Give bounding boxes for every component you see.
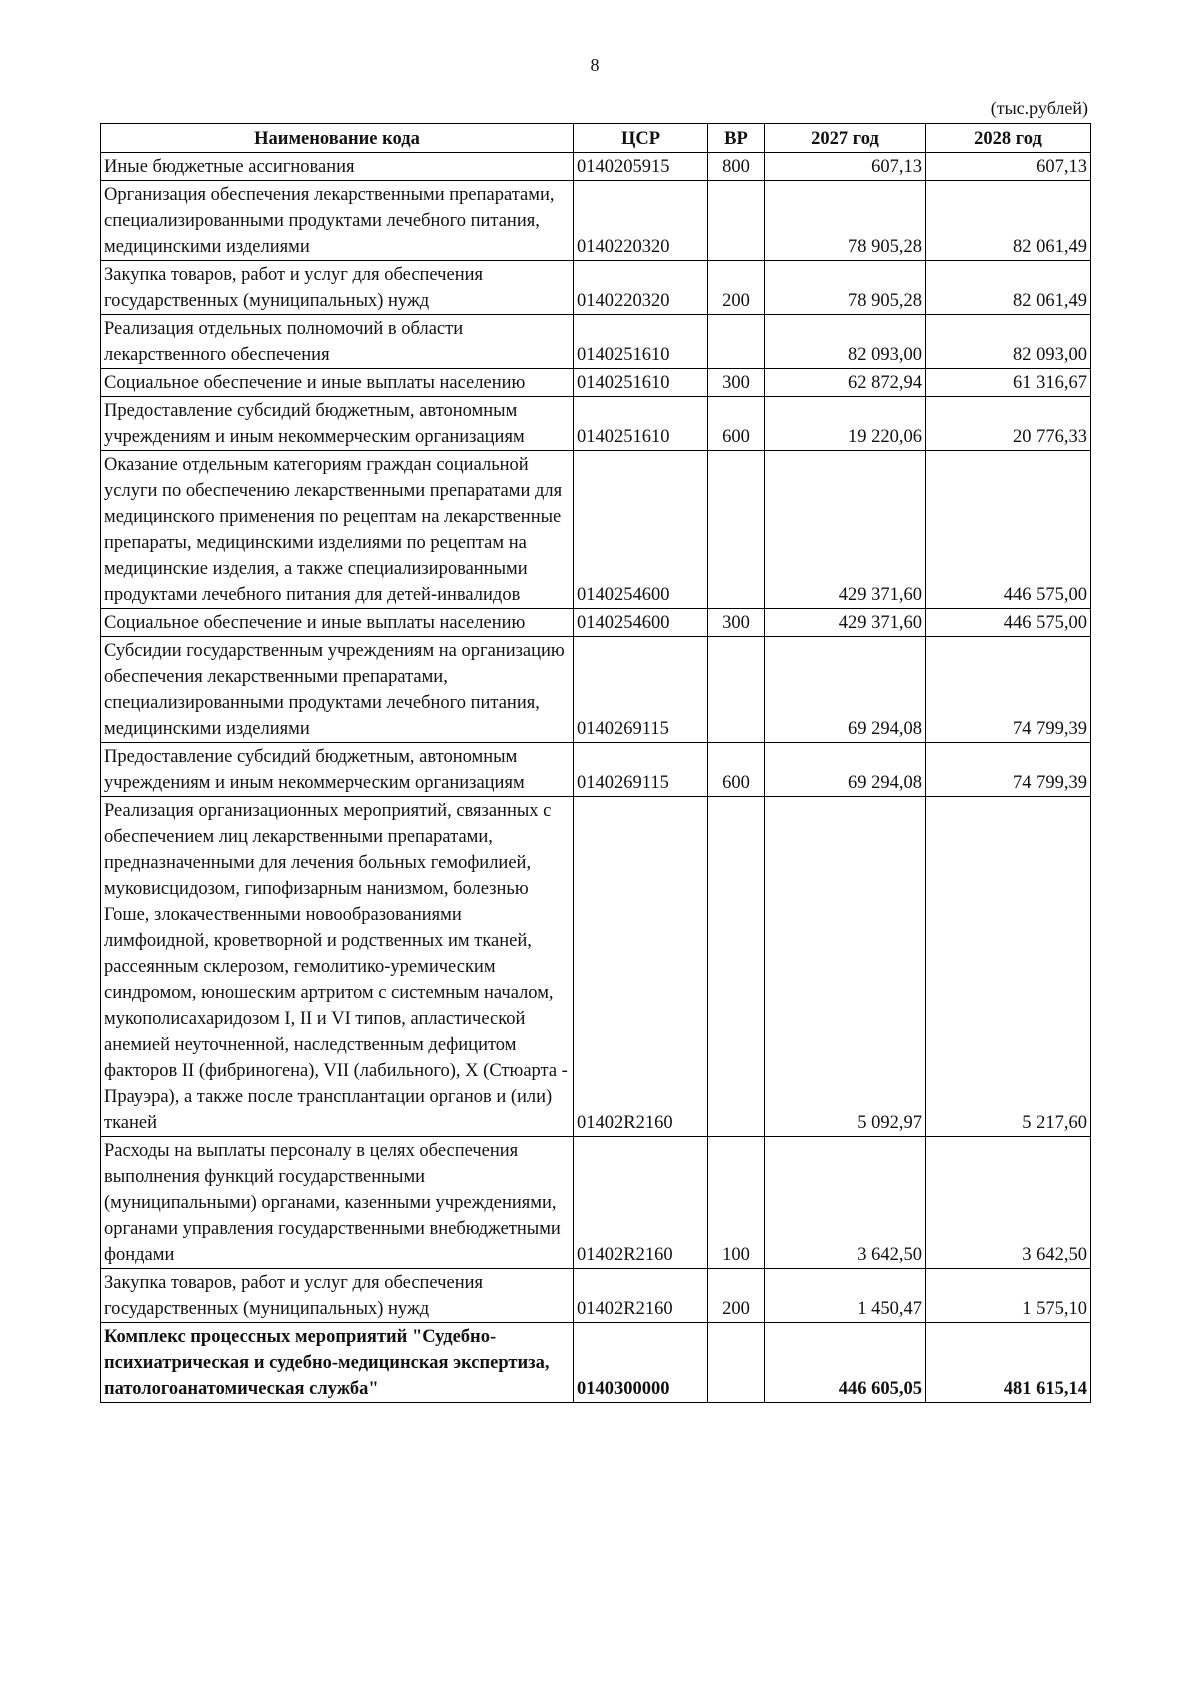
row-csr-cell: 0140300000 (574, 1323, 708, 1403)
row-vr-cell: 600 (708, 743, 765, 797)
table-row (101, 797, 1091, 1137)
row-name-cell: Расходы на выплаты персоналу в целях обеспечения выполнения функций государственными (муниципальными) органами, казенными учреждениями, органами управления государственными внебюджетными фондами (101, 1137, 574, 1269)
row-csr-cell: 0140205915 (574, 153, 708, 181)
row-csr-cell: 0140251610 (574, 397, 708, 451)
row-csr-cell: 01402R2160 (574, 797, 708, 1137)
row-name-cell: Закупка товаров, работ и услуг для обеспечения государственных (муниципальных) нужд (101, 261, 574, 315)
header-2028: 2028 год (926, 124, 1091, 153)
row-vr-cell (708, 797, 765, 1137)
table-row (101, 369, 1091, 397)
row-vr-cell (708, 1323, 765, 1403)
row-csr-cell: 01402R2160 (574, 1269, 708, 1323)
table-body (101, 153, 1091, 1403)
row-name-cell: Комплекс процессных мероприятий "Судебно-психиатрическая и судебно-медицинская экспертиза, патологоанатомическая служба" (101, 1323, 574, 1403)
row-2027-cell: 5 092,97 (765, 797, 926, 1137)
row-2027-cell: 62 872,94 (765, 369, 926, 397)
table-row (101, 743, 1091, 797)
row-2027-cell: 429 371,60 (765, 451, 926, 609)
row-2027-cell: 446 605,05 (765, 1323, 926, 1403)
table-row (101, 1269, 1091, 1323)
header-name: Наименование кода (101, 124, 574, 153)
table-row (101, 315, 1091, 369)
row-2027-cell: 607,13 (765, 153, 926, 181)
row-vr-cell: 100 (708, 1137, 765, 1269)
row-vr-cell: 300 (708, 609, 765, 637)
table-row (101, 397, 1091, 451)
row-vr-cell: 800 (708, 153, 765, 181)
row-2028-cell: 607,13 (926, 153, 1091, 181)
row-vr-cell: 200 (708, 261, 765, 315)
table-header-row (101, 124, 1091, 153)
row-vr-cell: 200 (708, 1269, 765, 1323)
units-label: (тыс.рублей) (990, 98, 1088, 118)
row-2028-cell: 481 615,14 (926, 1323, 1091, 1403)
row-2028-cell: 446 575,00 (926, 609, 1091, 637)
row-2027-cell: 82 093,00 (765, 315, 926, 369)
budget-table (100, 123, 1091, 1403)
row-csr-cell: 0140251610 (574, 315, 708, 369)
row-2028-cell: 20 776,33 (926, 397, 1091, 451)
row-name-cell: Субсидии государственным учреждениям на организацию обеспечения лекарственными препаратами, специализированными продуктами лечебного питания, медицинскими изделиями (101, 637, 574, 743)
table-row (101, 451, 1091, 609)
row-vr-cell (708, 181, 765, 261)
row-2027-cell: 69 294,08 (765, 743, 926, 797)
table-row (101, 153, 1091, 181)
row-2028-cell: 446 575,00 (926, 451, 1091, 609)
row-name-cell: Закупка товаров, работ и услуг для обеспечения государственных (муниципальных) нужд (101, 1269, 574, 1323)
page-number: 8 (590, 55, 600, 75)
row-2027-cell: 19 220,06 (765, 397, 926, 451)
row-2028-cell: 3 642,50 (926, 1137, 1091, 1269)
header-vr: ВР (708, 124, 765, 153)
row-2027-cell: 78 905,28 (765, 261, 926, 315)
row-name-cell: Предоставление субсидий бюджетным, автономным учреждениям и иным некоммерческим организациям (101, 743, 574, 797)
row-csr-cell: 01402R2160 (574, 1137, 708, 1269)
table-row (101, 261, 1091, 315)
row-2028-cell: 1 575,10 (926, 1269, 1091, 1323)
row-csr-cell: 0140269115 (574, 743, 708, 797)
row-csr-cell: 0140254600 (574, 451, 708, 609)
header-2027: 2027 год (765, 124, 926, 153)
row-2028-cell: 82 093,00 (926, 315, 1091, 369)
row-2027-cell: 78 905,28 (765, 181, 926, 261)
row-csr-cell: 0140269115 (574, 637, 708, 743)
row-2027-cell: 429 371,60 (765, 609, 926, 637)
row-2028-cell: 74 799,39 (926, 743, 1091, 797)
row-vr-cell (708, 637, 765, 743)
header-csr: ЦСР (574, 124, 708, 153)
row-name-cell: Реализация организационных мероприятий, связанных с обеспечением лиц лекарственными препаратами, предназначенными для лечения больных гемофилией, муковисцидозом, гипофизарным нанизмом, болезнью Гоше, злокачественными новообразованиями лимфоидной, кроветворной и родственных им тканей, рассеянным склерозом, гемолитико-уремическим синдромом, юношеским артритом с системным началом, мукополисахаридозом I, II и VI типов, апластической анемией неуточненной, наследственным дефицитом факторов II (фибриногена), VII (лабильного), X (Стюарта - Прауэра), а также после трансплантации органов и (или) тканей (101, 797, 574, 1137)
table-row (101, 1137, 1091, 1269)
row-2028-cell: 82 061,49 (926, 181, 1091, 261)
row-name-cell: Социальное обеспечение и иные выплаты населению (101, 369, 574, 397)
row-name-cell: Предоставление субсидий бюджетным, автономным учреждениям и иным некоммерческим организациям (101, 397, 574, 451)
row-name-cell: Оказание отдельным категориям граждан социальной услуги по обеспечению лекарственными препаратами для медицинского применения по рецептам на лекарственные препараты, медицинскими изделиями по рецептам на медицинские изделия, а также специализированными продуктами лечебного питания для детей-инвалидов (101, 451, 574, 609)
table-row (101, 637, 1091, 743)
row-csr-cell: 0140251610 (574, 369, 708, 397)
row-csr-cell: 0140220320 (574, 181, 708, 261)
row-2028-cell: 74 799,39 (926, 637, 1091, 743)
row-2027-cell: 1 450,47 (765, 1269, 926, 1323)
row-name-cell: Социальное обеспечение и иные выплаты населению (101, 609, 574, 637)
table-row (101, 1323, 1091, 1403)
row-2028-cell: 82 061,49 (926, 261, 1091, 315)
row-name-cell: Организация обеспечения лекарственными препаратами, специализированными продуктами лечебного питания, медицинскими изделиями (101, 181, 574, 261)
table-row (101, 181, 1091, 261)
table-row (101, 609, 1091, 637)
row-vr-cell: 300 (708, 369, 765, 397)
row-2028-cell: 5 217,60 (926, 797, 1091, 1137)
row-vr-cell (708, 451, 765, 609)
row-name-cell: Реализация отдельных полномочий в области лекарственного обеспечения (101, 315, 574, 369)
row-name-cell: Иные бюджетные ассигнования (101, 153, 574, 181)
row-csr-cell: 0140220320 (574, 261, 708, 315)
row-csr-cell: 0140254600 (574, 609, 708, 637)
row-2027-cell: 3 642,50 (765, 1137, 926, 1269)
row-vr-cell (708, 315, 765, 369)
row-2027-cell: 69 294,08 (765, 637, 926, 743)
row-vr-cell: 600 (708, 397, 765, 451)
row-2028-cell: 61 316,67 (926, 369, 1091, 397)
